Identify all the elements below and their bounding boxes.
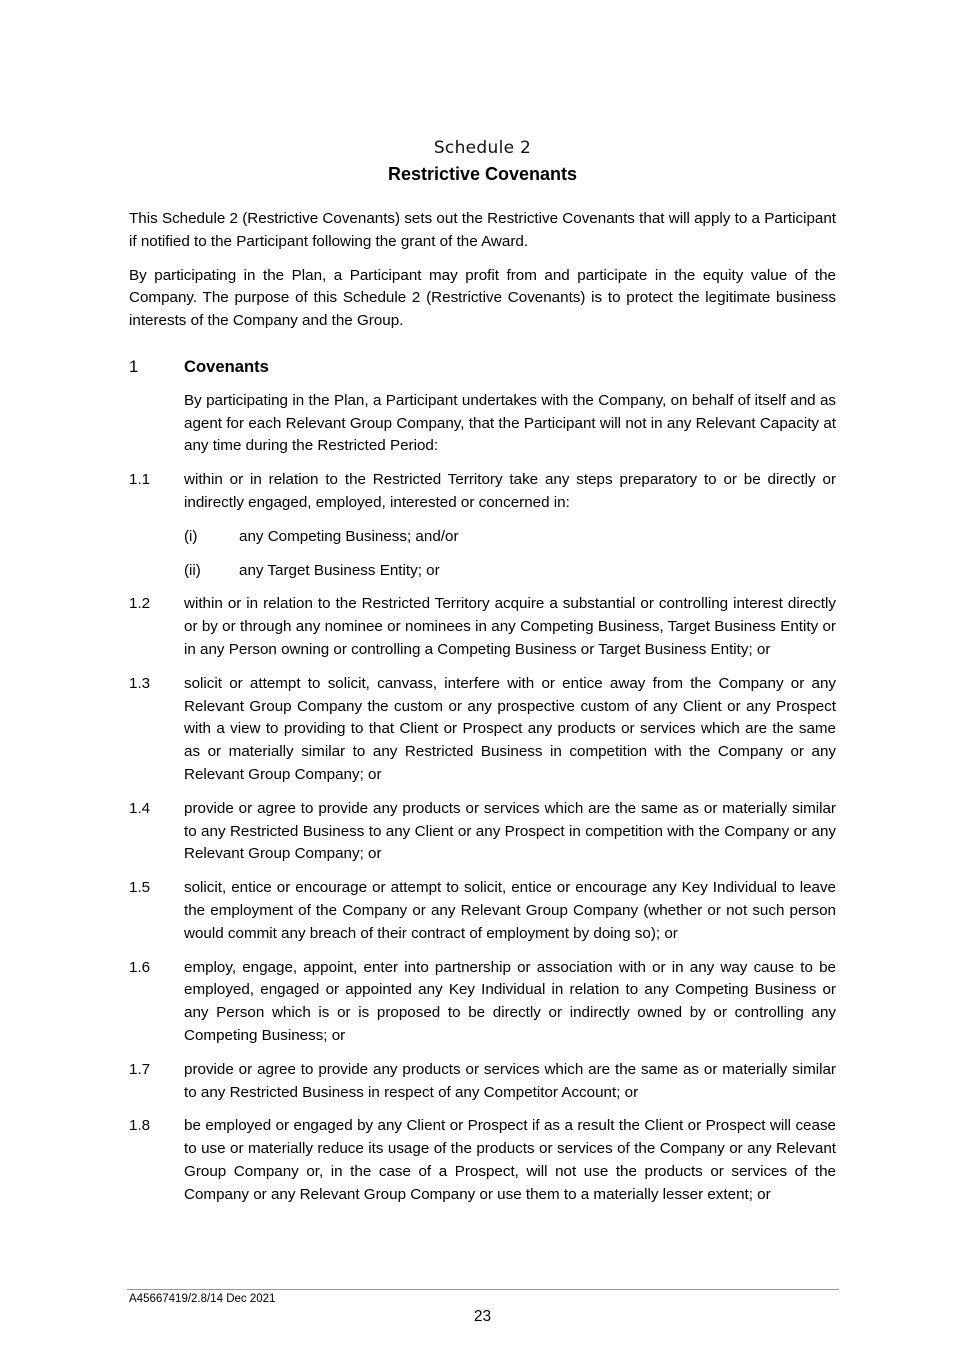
clause-1-5 bbox=[129, 877, 836, 945]
clause-number: 1.1 bbox=[129, 471, 151, 489]
clause-1-1 bbox=[129, 469, 836, 515]
clause-number: 1.3 bbox=[129, 674, 151, 692]
clause-text: solicit, entice or encourage or attempt to solicit, entice or encourage any Key Individual to leave the employment of the Company or any Relevant Group Company (whether or not such person would commit any breach of their contract of employment by doing so); or bbox=[184, 879, 836, 942]
subclause-text: any Target Business Entity; or bbox=[239, 561, 440, 579]
subclause-number: (ii) bbox=[184, 561, 201, 579]
clause-number: 1.5 bbox=[129, 879, 151, 897]
page-number: 23 bbox=[473, 1308, 492, 1325]
clause-1-6 bbox=[129, 957, 836, 1048]
clause-number: 1.2 bbox=[129, 595, 151, 613]
section-number: 1 bbox=[129, 356, 139, 376]
section-lead-paragraph: By participating in the Plan, a Participant undertakes with the Company, on behalf of itself and as agent for each Relevant Group Company, that the Participant will not in any Relevant Capacity at any time during the Restricted Period: bbox=[184, 391, 836, 455]
clause-text: within or in relation to the Restricted Territory take any steps preparatory to or be directly or indirectly engaged, employed, interested or concerned in: bbox=[184, 471, 836, 511]
footer-reference: A45667419/2.8/14 Dec 2021 bbox=[129, 1293, 276, 1305]
subclause-ii bbox=[184, 560, 836, 583]
document-body bbox=[129, 208, 836, 1217]
clause-1-7 bbox=[129, 1059, 836, 1105]
clause-1-3 bbox=[129, 673, 836, 787]
clause-1-2 bbox=[129, 593, 836, 661]
clause-number: 1.4 bbox=[129, 799, 151, 817]
clause-text: provide or agree to provide any products or services which are the same as or materially similar to any Restricted Business in respect of any Competitor Account; or bbox=[184, 1060, 836, 1101]
subclause-i bbox=[184, 526, 836, 549]
clause-text: employ, engage, appoint, enter into partnership or association with or in any way cause to be employed, engaged or appointed any Key Individual in relation to any Competing Business or any Person which is or is proposed to be directly or indirectly owned by or controlling any Competing Business; or bbox=[184, 958, 836, 1044]
intro-paragraph: By participating in the Plan, a Participant may profit from and participate in the equity value of the Company. The purpose of this Schedule 2 (Restrictive Covenants) is to protect the legitimate business interests of the Company and the Group. bbox=[129, 266, 836, 330]
clause-text: be employed or engaged by any Client or Prospect if as a result the Client or Prospect will cease to use or materially reduce its usage of the products or services of the Company or any Relevant Group Company or, in the case of a Prospect, will not use the products or services of the Company or any Relevant Group Company or use them to a materially lesser extent; or bbox=[184, 1117, 836, 1203]
clause-text: solicit or attempt to solicit, canvass, interfere with or entice away from the Company or any Relevant Group Company the custom or any prospective custom of any Client or any Prospect with a view to providing to that Client or Prospect any products or services which are the same as or materially similar to any Restricted Business in competition with the Company or any Relevant Group Company; or bbox=[184, 674, 836, 783]
section-heading bbox=[129, 356, 836, 379]
clause-text: provide or agree to provide any products or services which are the same as or materially similar to any Restricted Business to any Client or any Prospect in competition with the Company or any Relevant Group Company; or bbox=[184, 799, 836, 863]
footer-divider bbox=[127, 1289, 839, 1290]
clause-number: 1.7 bbox=[129, 1060, 151, 1078]
section-title: Covenants bbox=[184, 356, 269, 376]
intro-paragraph: This Schedule 2 (Restrictive Covenants) sets out the Restrictive Covenants that will apply to a Participant if notified to the Participant following the grant of the Award. bbox=[129, 210, 836, 250]
clause-number: 1.6 bbox=[129, 958, 151, 976]
subclause-number: (i) bbox=[184, 527, 198, 545]
schedule-number: Schedule 2 bbox=[433, 138, 532, 158]
schedule-title: Restrictive Covenants bbox=[387, 164, 578, 184]
subclause-text: any Competing Business; and/or bbox=[239, 527, 459, 545]
clause-1-4 bbox=[129, 798, 836, 866]
clause-number: 1.8 bbox=[129, 1117, 151, 1135]
clause-text: within or in relation to the Restricted Territory acquire a substantial or controlling interest directly or by or through any nominee or nominees in any Competing Business, Target Business Entity or in any Person owning or controlling a Competing Business or Target Business Entity; or bbox=[184, 595, 836, 658]
clause-1-8 bbox=[129, 1115, 836, 1206]
